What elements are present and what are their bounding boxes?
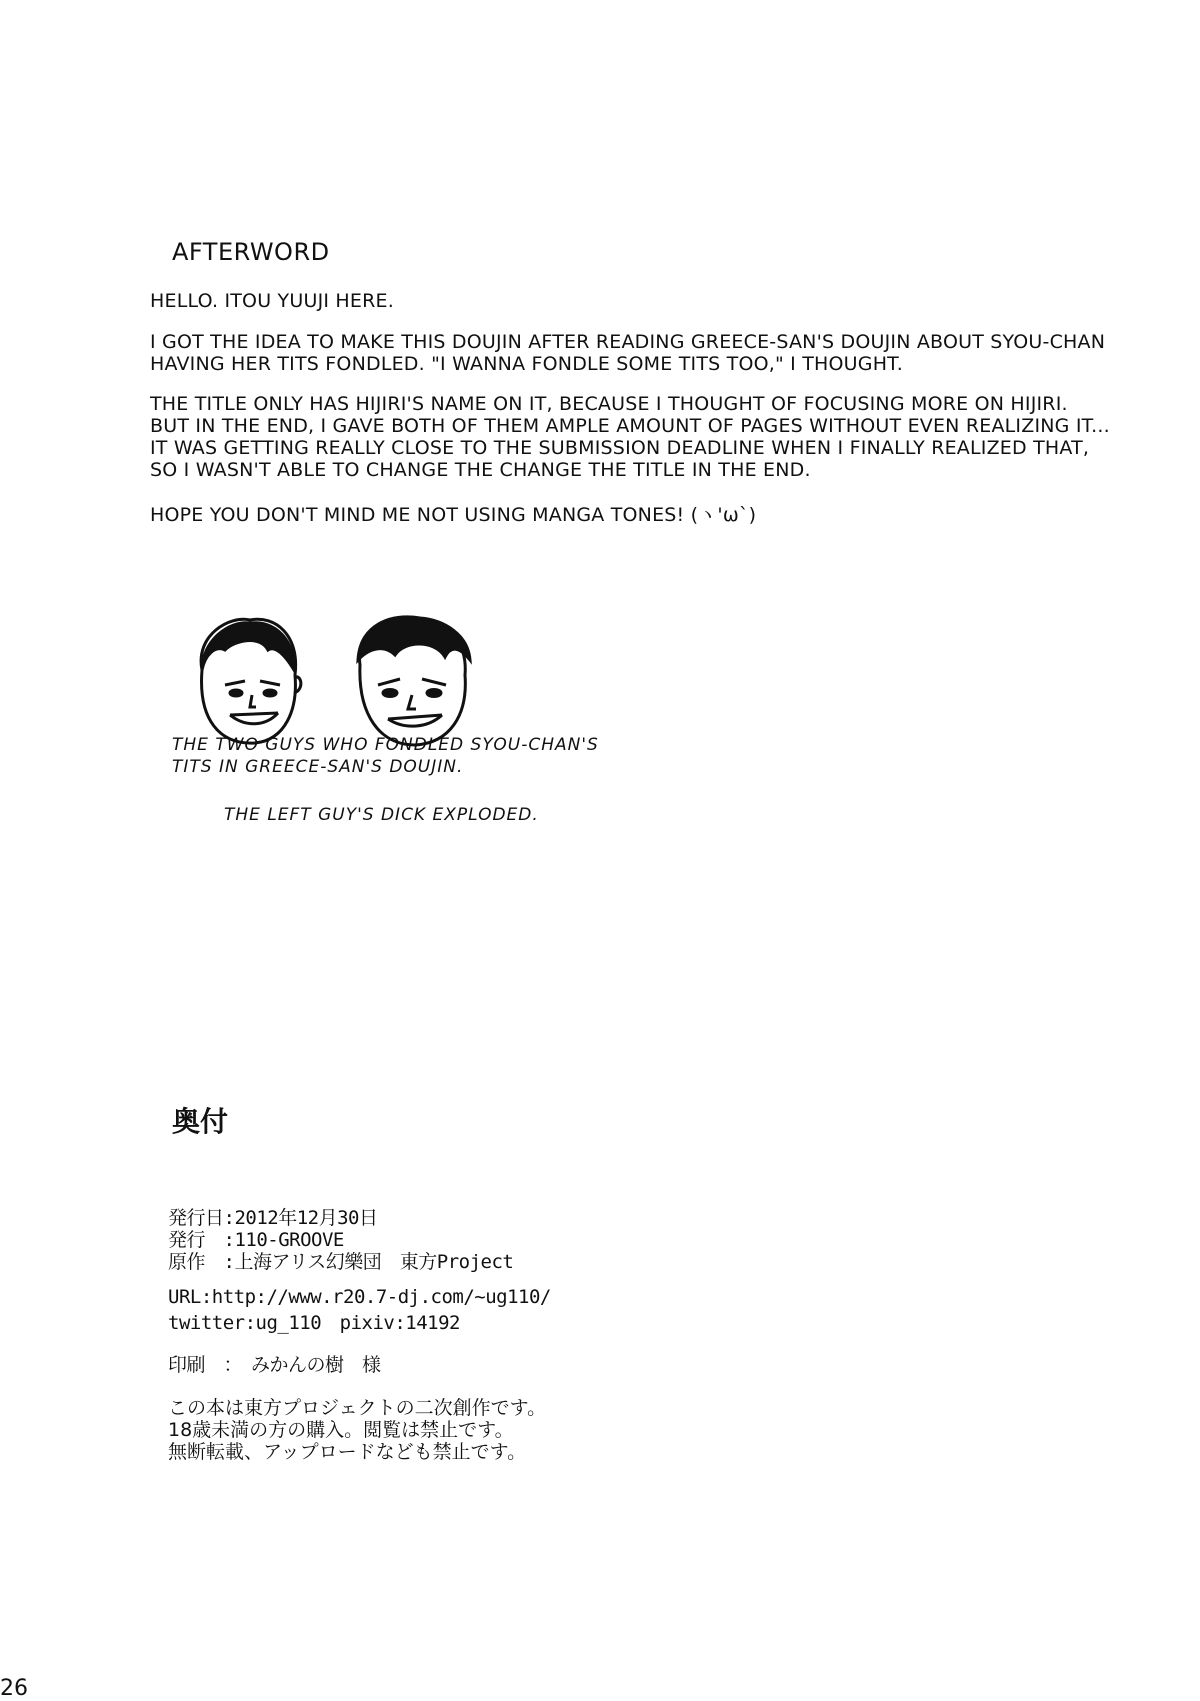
notice-line: この本は東方プロジェクトの二次創作です。 <box>168 1397 547 1419</box>
afterword-line: HELLO. ITOU YUUJI HERE. <box>150 290 394 312</box>
afterword-line: THE TITLE ONLY HAS HIJIRI'S NAME ON IT, BECAUSE I THOUGHT OF FOCUSING MORE ON HIJIRI. <box>150 393 1068 415</box>
website-url: URL:http://www.r20.7-dj.com/~ug110/ <box>168 1286 551 1308</box>
illustration-caption: THE LEFT GUY'S DICK EXPLODED. <box>224 805 539 825</box>
afterword-line: HAVING HER TITS FONDLED. "I WANNA FONDLE SOME TITS TOO," I THOUGHT. <box>150 353 903 375</box>
publisher: 発行 :110-GROOVE <box>168 1229 344 1251</box>
afterword-line: SO I WASN'T ABLE TO CHANGE THE CHANGE THE TITLE IN THE END. <box>150 459 811 481</box>
illustration-caption: TITS IN GREECE-SAN'S DOUJIN. <box>172 757 464 777</box>
illustration-caption: THE TWO GUYS WHO FONDLED SYOU-CHAN'S <box>172 735 599 755</box>
page-number: 26 <box>0 1676 28 1701</box>
afterword-line: HOPE YOU DON'T MIND ME NOT USING MANGA TONES! (ヽ'ω`) <box>150 504 757 526</box>
notice-line: 18歳未満の方の購入。閲覧は禁止です。 <box>168 1419 514 1441</box>
notice-line: 無断転載、アップロードなども禁止です。 <box>168 1441 527 1463</box>
left-face-drawing <box>201 619 301 743</box>
afterword-line: I GOT THE IDEA TO MAKE THIS DOUJIN AFTER READING GREECE-SAN'S DOUJIN ABOUT SYOU-CHAN <box>150 331 1106 353</box>
printer: 印刷 ： みかんの樹 様 <box>168 1354 381 1376</box>
colophon-title: 奥付 <box>172 1105 229 1138</box>
publish-date: 発行日:2012年12月30日 <box>168 1207 378 1229</box>
social-handles: twitter:ug_110 pixiv:14192 <box>168 1312 460 1334</box>
right-face-drawing <box>358 617 470 745</box>
afterword-line: BUT IN THE END, I GAVE BOTH OF THEM AMPLE AMOUNT OF PAGES WITHOUT EVEN REALIZING IT... <box>150 415 1110 437</box>
original-work: 原作 :上海アリス幻樂団 東方Project <box>168 1251 514 1273</box>
afterword-title: AFTERWORD <box>172 238 330 266</box>
afterword-line: IT WAS GETTING REALLY CLOSE TO THE SUBMISSION DEADLINE WHEN I FINALLY REALIZED THAT, <box>150 437 1090 459</box>
